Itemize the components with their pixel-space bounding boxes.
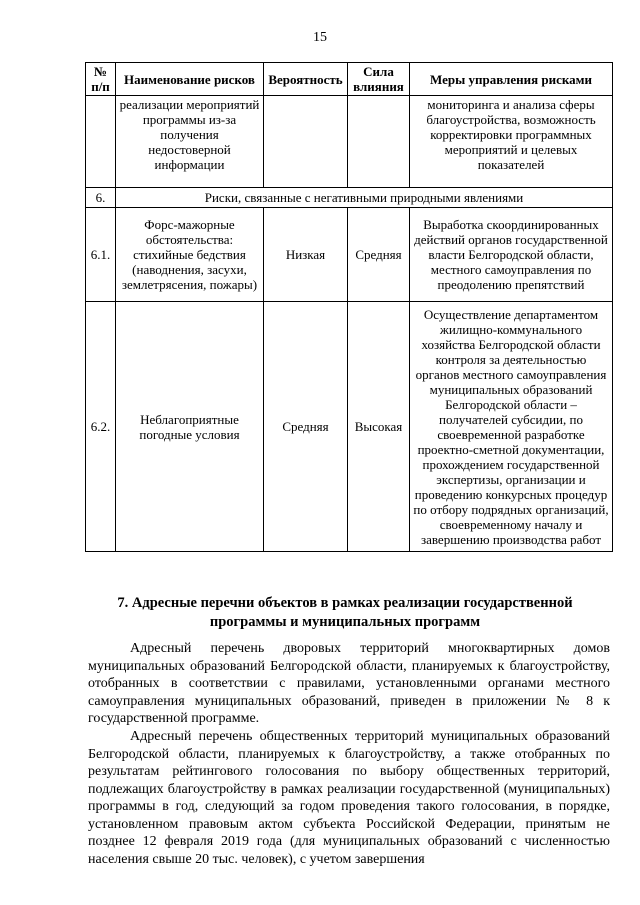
cell-name: реализации мероприятий программы из-за получения недостоверной информации [116, 96, 264, 188]
cell-impact: Высокая [348, 302, 410, 552]
paragraph-2: Адресный перечень общественных территорий муниципальных образований Белгородской области, планируемых к благоустройству, а также отобранных по результатам рейтингового голосования по выбору общественных территорий, подлежащих благоустройству в рамках реализации государственной (муниципальных) программы в год, следующий за годом проведения такого голосования, в порядке, установленном правовым актом субъекта Российской Федерации, принятым не позднее 12 февраля 2019 года (для муниципальных образований с численностью населения свыше 20 тыс. человек), с учетом завершения [88, 729, 610, 867]
cell-num: 6.2. [86, 302, 116, 552]
cell-probability: Средняя [264, 302, 348, 552]
table-row-6-1 [86, 208, 613, 302]
risk-table [85, 62, 613, 552]
header-probability: Вероятность [264, 63, 348, 96]
cell-probability: Низкая [264, 208, 348, 302]
header-measures: Меры управления рисками [410, 63, 613, 96]
cell-impact [348, 96, 410, 188]
header-impact: Сила влияния [348, 63, 410, 96]
table-section-row [86, 188, 613, 208]
cell-probability [264, 96, 348, 188]
cell-num: 6.1. [86, 208, 116, 302]
table-row-continuation [86, 96, 613, 188]
table-row-6-2 [86, 302, 613, 552]
section-heading: 7. Адресные перечни объектов в рамках реализации государственной программы и муниципальных программ [117, 595, 573, 630]
cell-num [86, 96, 116, 188]
cell-name: Неблагоприятные погодные условия [116, 302, 264, 552]
section-title: Риски, связанные с негативными природными явлениями [116, 188, 613, 208]
section-num: 6. [86, 188, 116, 208]
table-header-row [86, 63, 613, 96]
header-num: № п/п [86, 63, 116, 96]
cell-measures: Осуществление департаментом жилищно-коммунального хозяйства Белгородской области контроля за деятельностью органов местного самоуправления муниципальных образований Белгородской области – получателей субсидии, по своевременной разработке проектно-сметной документации, прохождением государственной экспертизы, организации и проведению конкурсных процедур по отбору подрядных организаций, своевременному началу и завершению производства работ [410, 302, 613, 552]
header-name: Наименование рисков [116, 63, 264, 96]
cell-measures: Выработка скоординированных действий органов государственной власти Белгородской области, местного самоуправления по преодолению препятствий [410, 208, 613, 302]
cell-impact: Средняя [348, 208, 410, 302]
paragraph-1: Адресный перечень дворовых территорий многоквартирных домов муниципальных образований Белгородской области, планируемых к благоустройству, отобранных в соответствии с правилами, установленными органами местного самоуправления муниципальных образований, приведен в приложении № 8 к государственной программе. [88, 641, 610, 726]
cell-measures: мониторинга и анализа сферы благоустройства, возможность корректировки программных мероприятий и целевых показателей [410, 96, 613, 188]
page-number: 15 [313, 30, 327, 45]
cell-name: Форс-мажорные обстоятельства: стихийные бедствия (наводнения, засухи, землетрясения, пожары) [116, 208, 264, 302]
